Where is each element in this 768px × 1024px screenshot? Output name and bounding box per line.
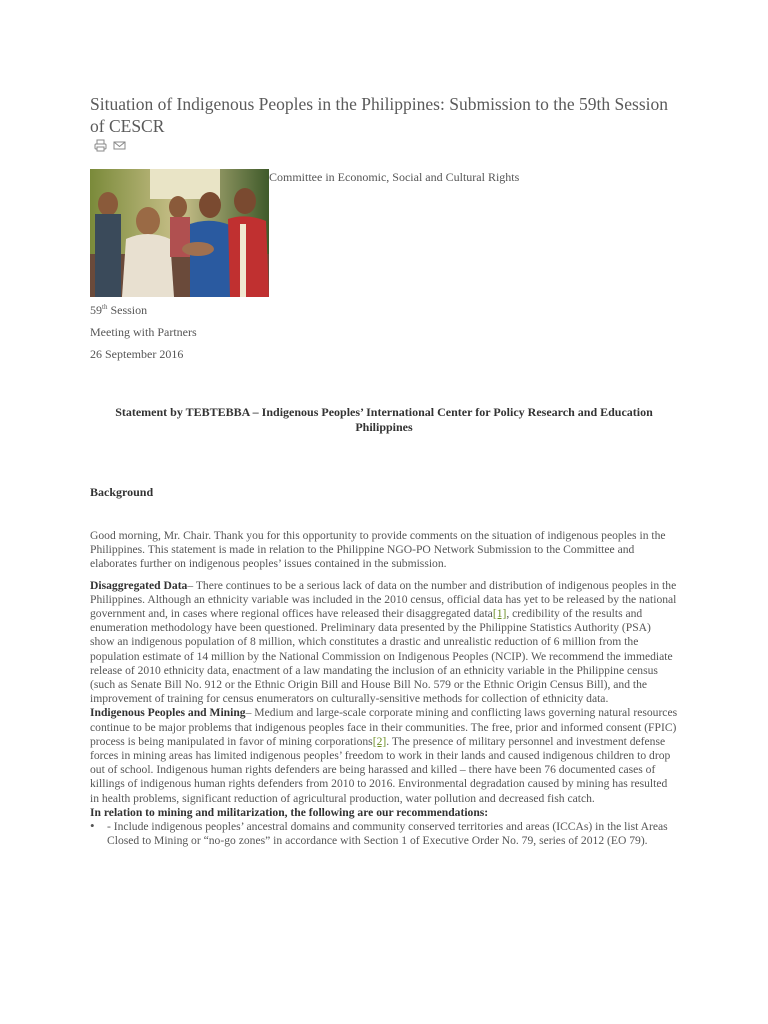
mining-label: Indigenous Peoples and Mining (90, 706, 246, 720)
date-line: 26 September 2016 (90, 347, 184, 361)
disaggregated-data-text-2: , credibility of the results and enumeration methodology have been questioned. Preliminary data presented by the Philippine Statistics Authority (PSA) show an indigenous population of 8 million, which constitutes a drastic and unrealistic reduction of 6 million from the population estimate of 14 million by the National Commission on Indigenous Peoples (NCIP). We recommend the immediate release of 2010 ethnicity data, enactment of a law mandating the inclusion of an ethnicity variable in the Philippine census (such as Senate Bill No. 912 or the Ethnic Origin Bill and House Bill No. 579 or the Ethnic Origin Census Bill), and the improvement of training for census enumerators on culturally-sensitive methods for collection of ethnicity data. (90, 607, 673, 706)
article-photo (90, 169, 269, 297)
recommendations-list (90, 820, 678, 848)
recommendation-1: - Include indigenous peoples’ ancestral domains and community conserved territories and areas (ICCAs) in the list Areas Closed to Mining or “no-go zones” in accordance with Section 1 of Executive Order No. 79, series of 2012 (EO 79). (107, 820, 668, 848)
statement-country: Philippines (355, 420, 413, 434)
article-body (90, 529, 678, 848)
page-title: Situation of Indigenous Peoples in the Philippines: Submission to the 59th Session of CESCR (90, 94, 668, 136)
session-suffix: th (102, 303, 108, 311)
mining-text-1: – Medium and large-scale corporate mining and conflicting laws governing natural resources continue to be major problems that indigenous peoples face in their communities. The free, prior and informed consent (FPIC) process is being manipulated in favor of mining corporations (90, 706, 678, 748)
disaggregated-data-label: Disaggregated Data (90, 578, 188, 592)
background-heading: Background (90, 485, 154, 499)
email-icon[interactable] (113, 139, 126, 152)
intro-paragraph: Good morning, Mr. Chair. Thank you for this opportunity to provide comments on the situation of indigenous peoples in the Philippines. This statement is made in relation to the Philippine NGO-PO Network Submission to the Committee and elaborates further on indigenous peoples’ issues contained in the submission. (90, 529, 666, 571)
statement-org: International Center for Policy Research and Education (363, 405, 653, 419)
article-tools (94, 139, 126, 152)
disaggregated-data-text-1: – There continues to be a serious lack of data on the number and distribution of indigenous peoples in the Philippines. Although an ethnicity variable was included in the 2010 census, official data has yet to be released by the national government and, in cases where regional offices have released their disaggregated data (90, 578, 677, 621)
meeting-line: Meeting with Partners (90, 325, 197, 339)
footnote-link-2[interactable]: [2] (372, 734, 387, 748)
session-number: 59 (90, 303, 102, 317)
statement-prefix: Statement by TEBTEBBA – (115, 405, 262, 419)
disaggregated-data-paragraph (90, 579, 678, 707)
statement-ip: Indigenous Peoples’ (261, 405, 364, 419)
bullet-icon: • (90, 818, 95, 834)
mining-text-2: . The presence of military personnel and investment defense forces in mining areas has limited indigenous peoples’ freedom to work in their lands and caused indigenous children to drop out of school. Indigenous human rights defenders are being harassed and killed – there have been 76 documented cases of killings of indigenous human rights defenders from 2010 to 2016. Environmental degradation caused by mining has resulted in health problems, significant reduction of agricultural production, water pollution and decreased fish catch. (90, 734, 671, 805)
recommendations-heading (90, 806, 678, 820)
session-line (90, 296, 197, 321)
print-icon[interactable] (94, 139, 107, 152)
statement-heading (90, 405, 678, 435)
photo-caption: Committee in Economic, Social and Cultural Rights (269, 170, 520, 184)
recommendations-heading-text: In relation to mining and militarization, the following are our recommendations: (90, 805, 489, 819)
list-item (90, 818, 678, 848)
footnote-link-1[interactable]: [1] (492, 607, 507, 621)
session-word: Session (107, 303, 148, 317)
session-meta (90, 296, 197, 365)
mining-paragraph (90, 706, 678, 805)
